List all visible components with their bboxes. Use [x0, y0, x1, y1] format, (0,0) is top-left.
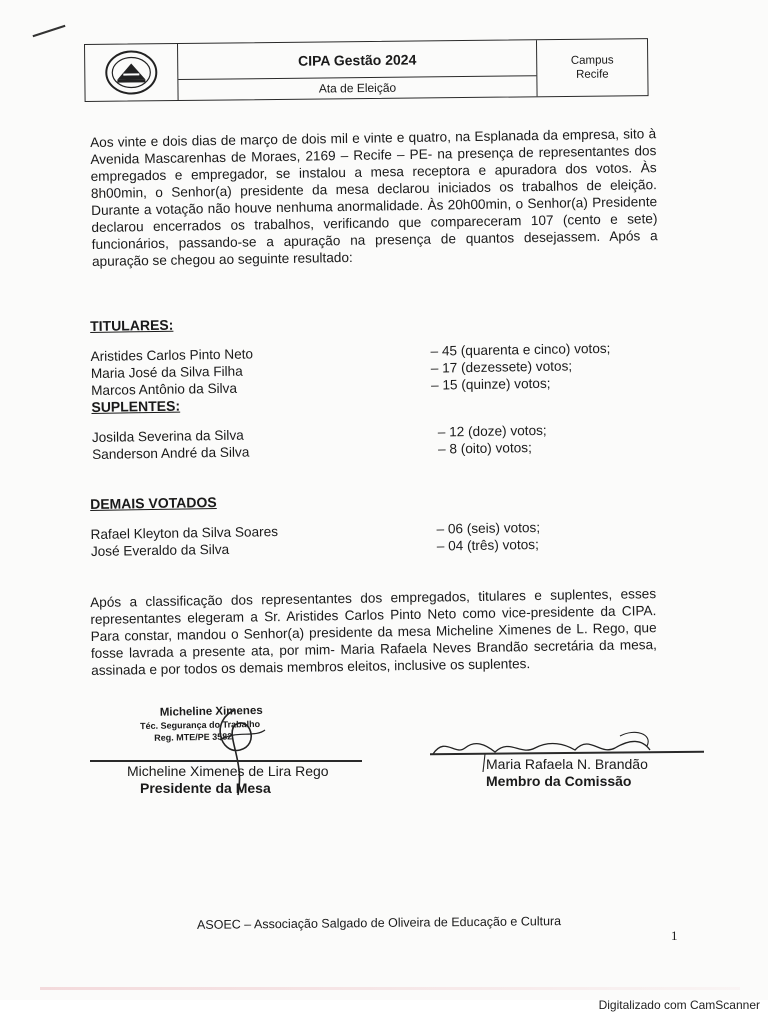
- seal-icon: [103, 49, 159, 96]
- document-header: [84, 38, 649, 102]
- titulares-title: TITULARES:: [90, 316, 174, 334]
- stamp-registration: Reg. MTE/PE 3582: [154, 731, 233, 743]
- suplentes-title: SUPLENTES:: [91, 397, 181, 415]
- right-signer-name: Maria Rafaela N. Brandão: [486, 756, 648, 772]
- candidate-votes: – 06 (seis) votos;: [436, 519, 541, 537]
- header-title: CIPA Gestão 2024: [178, 40, 536, 80]
- demais-title: DEMAIS VOTADOS: [90, 494, 217, 512]
- scan-artifact: [40, 987, 740, 990]
- closing-section: [90, 585, 657, 679]
- stamp-name: Micheline Ximenes: [159, 704, 263, 719]
- intro-paragraph: Aos vinte e dois dias de março de dois mil e vinte e quatro, na Esplanada da empresa, sito à Avenida Mascarenhas de Moraes, 2169 – Recife – PE- na presença de representantes dos empregados e empregador, se instalou a mesa receptora e apuradora dos votos. Às 8h00min, o Senhor(a) presidente da mesa declarou iniciados os trabalhos de eleição. Durante a votação não houve nenhuma anormalidade. Às 20h00min, o Senhor(a) Presidente declarou encerrados os trabalhos, verificando que compareceram 107 (cento e sete) funcionários, passando-se a apuração na presença de quantos desejassem. Após a apuração se chegou ao seguinte resultado:: [90, 126, 658, 269]
- header-subtitle: Ata de Eleição: [318, 80, 397, 96]
- candidate-name: Maria José da Silva Filha: [90, 363, 243, 381]
- left-signature-line: [90, 760, 362, 762]
- demais-section: [90, 487, 657, 560]
- campus-city: Recife: [575, 68, 609, 81]
- intro-section: [90, 125, 658, 270]
- candidate-votes: – 04 (três) votos;: [436, 536, 539, 554]
- scanner-watermark: Digitalizado com CamScanner: [598, 998, 760, 1012]
- candidate-name: Aristides Carlos Pinto Neto: [90, 346, 254, 364]
- candidate-votes: – 12 (doze) votos;: [437, 422, 547, 440]
- candidate-name: Rafael Kleyton da Silva Soares: [90, 524, 279, 542]
- candidate-name: Sanderson André da Silva: [92, 444, 250, 462]
- campus-cell: [537, 39, 648, 96]
- campus-label: Campus: [570, 54, 614, 67]
- left-signer-name: Micheline Ximenes de Lira Rego: [127, 763, 329, 779]
- stamp-title: Téc. Segurança do Trabalho: [139, 718, 261, 732]
- pen-mark: [33, 25, 66, 37]
- candidate-name: José Everaldo da Silva: [90, 541, 230, 559]
- candidate-votes: – 15 (quinze) votos;: [430, 375, 551, 393]
- closing-paragraph: Após a classificação dos representantes dos empregados, titulares e suplentes, esses representantes elegeram a Sr. Aristides Carlos Pinto Neto como vice-presidente da CIPA. Para constar, mandou o Senhor(a) presidente da mesa Micheline Ximenes de L. Rego, que fosse lavrada a presente ata, por mim- Maria Rafaela Neves Brandão secretária da mesa, assinada e por todos os demais membros eleitos, inclusive os suplentes.: [90, 586, 657, 678]
- footer-organization: ASOEC – Associação Salgado de Oliveira de Educação e Cultura: [196, 914, 562, 932]
- candidate-votes: – 8 (oito) votos;: [437, 440, 532, 457]
- candidate-name: Marcos Antônio da Silva: [91, 380, 238, 398]
- institution-logo: [85, 44, 179, 101]
- titulares-section: [90, 309, 658, 463]
- candidate-votes: – 17 (dezessete) votos;: [430, 358, 573, 376]
- candidate-votes: – 45 (quarenta e cinco) votos;: [430, 340, 611, 359]
- page-number: 1: [671, 928, 678, 943]
- left-signer-role: Presidente da Mesa: [140, 780, 271, 796]
- candidate-name: Josilda Severina da Silva: [91, 427, 244, 445]
- right-signer-role: Membro da Comissão: [486, 773, 632, 789]
